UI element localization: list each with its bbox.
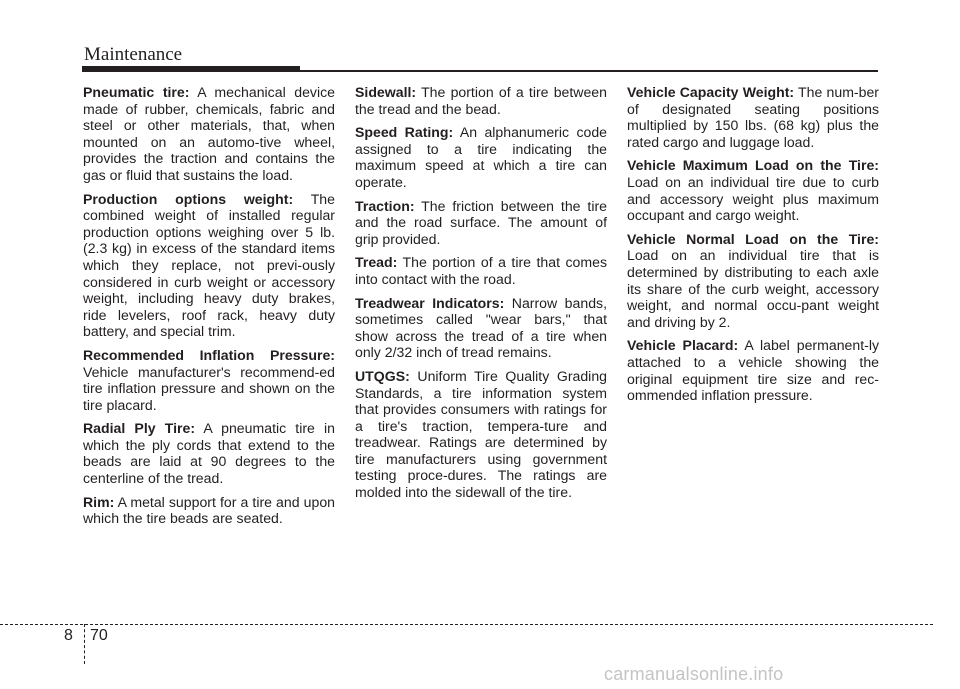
- glossary-entry-radial-ply-tire: [83, 420, 335, 486]
- glossary-term: Pneumatic tire:: [83, 84, 190, 100]
- glossary-definition: An alphanumeric code assigned to a tire indicating the maximum speed at which a tire can operate.: [355, 124, 608, 190]
- text-column-3: [627, 84, 879, 411]
- glossary-term: Radial Ply Tire:: [83, 420, 196, 437]
- glossary-definition: A pneumatic tire in which the ply cords that extend to the beads are laid at 90 degrees to the centerline of the tread.: [83, 420, 335, 487]
- page-number: 70: [90, 627, 108, 644]
- glossary-entry-production-options-weight: [83, 191, 335, 340]
- glossary-term: Vehicle Maximum Load on the Tire:: [627, 157, 879, 174]
- glossary-definition: The portion of a tire between the tread and the bead.: [355, 84, 607, 117]
- watermark-text: carmanualsonline.info: [604, 664, 784, 684]
- glossary-term: Speed Rating:: [355, 124, 454, 141]
- glossary-entry-treadwear-indicators: [355, 295, 607, 361]
- section-title: Maintenance: [84, 44, 183, 65]
- glossary-definition: A label permanent-ly attached to a vehicle showing the original equipment tire size and rec-ommended inflation pressure.: [627, 337, 879, 404]
- glossary-entry-vehicle-normal-load: [627, 231, 879, 331]
- glossary-term: Sidewall:: [355, 84, 417, 100]
- glossary-term: Rim:: [83, 493, 115, 510]
- glossary-term: Vehicle Capacity Weight:: [627, 84, 795, 100]
- glossary-definition: The portion of a tire that comes into contact with the road.: [355, 254, 607, 287]
- glossary-entry-sidewall: [355, 84, 607, 117]
- glossary-term: Vehicle Normal Load on the Tire:: [627, 230, 879, 247]
- glossary-entry-pneumatic-tire: [83, 84, 335, 184]
- glossary-entry-vehicle-placard: [627, 337, 879, 403]
- glossary-term: Traction:: [355, 197, 415, 214]
- footer-dashed-rule: [0, 624, 933, 625]
- glossary-definition: Uniform Tire Quality Grading Standards, a tire information system that provides consumers with ratings for a tire's traction, tempera-ture and treadwear. Ratings are determined by tire manufacturers using government testing proce-dures. The ratings are molded into the sidewall of the tire.: [355, 367, 607, 501]
- header-rule-thick: [82, 66, 300, 72]
- glossary-entry-traction: [355, 198, 607, 248]
- glossary-definition: Load on an individual tire due to curb and accessory weight plus maximum occupant and cargo weight.: [627, 173, 879, 224]
- glossary-term: UTQGS:: [355, 367, 410, 384]
- glossary-entry-speed-rating: [355, 124, 607, 190]
- glossary-definition: A mechanical device made of rubber, chemicals, fabric and steel or other materials, that, when mounted on an automo-tive wheel, provides the traction and contains the gas or fluid that sustains the load.: [83, 84, 335, 183]
- glossary-definition: The num-ber of designated seating positions multiplied by 150 lbs. (68 kg) plus the rated cargo and luggage load.: [627, 84, 879, 150]
- glossary-entry-vehicle-capacity-weight: [627, 84, 879, 150]
- glossary-entry-tread: [355, 254, 607, 287]
- glossary-definition: The combined weight of installed regular production options weighing over 5 lb.(2.3 kg) in excess of the standard items which they replace, not previ-ously considered in curb weight or accessory weight, including heavy duty brakes, ride levelers, roof rack, heavy duty battery, and special trim.: [83, 190, 335, 340]
- chapter-number: 8: [64, 627, 73, 644]
- glossary-term: Treadwear Indicators:: [355, 294, 505, 311]
- glossary-entry-vehicle-maximum-load: [627, 157, 879, 223]
- glossary-definition: A metal support for a tire and upon which the tire beads are seated.: [83, 493, 335, 527]
- glossary-entry-recommended-inflation-pressure: [83, 347, 335, 413]
- glossary-term: Production options weight:: [83, 190, 294, 207]
- glossary-term: Recommended Inflation Pressure:: [83, 346, 335, 363]
- text-column-1: [83, 84, 335, 534]
- glossary-term: Tread:: [355, 254, 398, 271]
- glossary-definition: Narrow bands, sometimes called "wear bars," that show across the tread of a tire when only 2/32 inch of tread remains.: [355, 294, 607, 361]
- glossary-entry-utqgs: [355, 368, 607, 501]
- footer-dashed-divider: [84, 624, 85, 664]
- header-rule-thin: [300, 70, 878, 72]
- glossary-entry-rim: [83, 494, 335, 527]
- glossary-definition: Load on an individual tire that is determined by distributing to each axle its share of the curb weight, accessory weight, and normal occu-pant weight and driving by 2.: [627, 247, 879, 330]
- text-column-2: [355, 84, 607, 508]
- glossary-definition: The friction between the tire and the road surface. The amount of grip provided.: [355, 197, 607, 247]
- glossary-term: Vehicle Placard:: [627, 337, 739, 354]
- glossary-definition: Vehicle manufacturer's recommend-ed tire inflation pressure and shown on the tire placard.: [83, 363, 335, 413]
